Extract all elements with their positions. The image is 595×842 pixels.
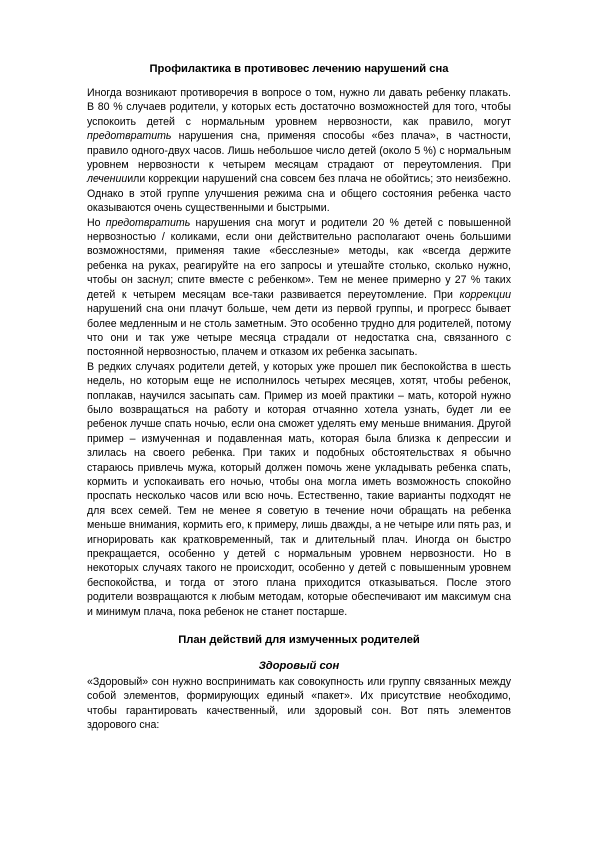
paragraph-2-emphasis-correction: коррекции — [459, 288, 511, 301]
paragraph-2-text-b: нарушения сна могут и родители 20 % детей с повышенной нервозностью / коликами, если они действительно располагают очень большими возможностями, применяя такие «бесслезные» методы, как «всегда держите ребенка на руках, реагируйте на его запросы и утешайте столько, сколько нужно, чтобы он заснул; спите вместе с ребенком». Тем не менее примерно у 27 % таких детей к четырем месяцам все-таки развивается переутомление. При — [87, 216, 511, 301]
paragraph-2 — [87, 216, 511, 360]
paragraph-4: «Здоровый» сон нужно воспринимать как совокупность или группу связанных между собой элементов, формирующих единый «пакет». Их присутствие необходимо, чтобы гарантировать качественный, или здоровый сон. Вот пять элементов здорового сна: — [87, 676, 511, 732]
paragraph-1-emphasis-treatment: лечении — [87, 173, 128, 186]
paragraph-2-text-c: нарушений сна они плачут больше, чем дети из первой группы, и прогресс бывает более медленным и не столь заметным. Это особенно трудно для родителей, потому что они и так уже четыре месяца страдали от недостатка сна, связанного с постоянной нервозностью, плачем и отказом их ребенка засыпать. — [87, 303, 511, 359]
paragraph-3: В редких случаях родители детей, у которых уже прошел пик беспокойства в шесть недель, но которым еще не исполнилось четырех месяцев, хотят, чтобы ребенок, поплакав, научился засыпать сам. Пример из моей практики – мать, которой нужно было возвращаться на работу и которая отчаянно хотела узнать, будет ли ее ребенок лучше спать ночью, если она сможет уделять ему меньше внимания. Другой пример – измученная и подавленная мать, которая была близка к депрессии и злилась на своего ребенка. При таких и подобных обстоятельствах я обычно стараюсь привлечь мужа, который должен помочь жене укладывать ребенка спать, кормить и успокаивать его ночью, чтобы она могла иметь возможность спокойно проспать несколько часов или всю ночь. Естественно, такие варианты подходят не для всех семей. Тем не менее я советую в течение ночи обращать на ребенка меньше внимания, кормить его, к примеру, лишь дважды, а не четыре или пять раз, и игнорировать как кратковременный, так и длительный плач. Иногда он быстро прекращается, особенно у детей с нормальным уровнем нервозности. Но в некоторых случаях такого не происходит, особенно у детей с повышенным уровнем беспокойства, и тогда от этого плана приходится отказываться. После этого родители возвращаются к любым методам, которые обеспечивают им максимум сна и минимум плача, пока ребенок не станет постарше. — [87, 360, 511, 618]
document-content — [87, 62, 511, 733]
paragraph-1 — [87, 86, 511, 216]
paragraph-1-text-b: нарушения сна, применяя способы «без плача», в частности, правило одного-двух часов. Лишь небольшое число детей (около 5 %) с нормальным уровнем нервозности к четырем месяцам страдают от переутомления. При — [87, 130, 511, 172]
paragraph-1-text-a: Иногда возникают противоречия в вопросе о том, нужно ли давать ребенку плакать. В 80 % случаев родители, у которых есть достаточно возможностей для того, чтобы успокоить детей с нормальным уровнем нервозности, как правило, могут — [87, 87, 511, 128]
paragraph-1-emphasis-prevent: предотвратить — [87, 130, 172, 143]
document-title: Профилактика в противовес лечению нарушений сна — [149, 63, 449, 75]
paragraph-1-text-c: или коррекции нарушений сна совсем без плача не обойтись; это неизбежно. Однако в этой группе улучшения режима сна и общего состояния ребенка часто оказываются очень существенными и быстрыми. — [87, 173, 511, 215]
section-heading-action-plan: План действий для измученных родителей — [178, 634, 420, 647]
subsection-heading-healthy-sleep: Здоровый сон — [258, 660, 340, 673]
paragraph-2-text-a: Но — [87, 216, 106, 229]
paragraph-2-emphasis-prevent: предотвратить — [105, 216, 191, 229]
